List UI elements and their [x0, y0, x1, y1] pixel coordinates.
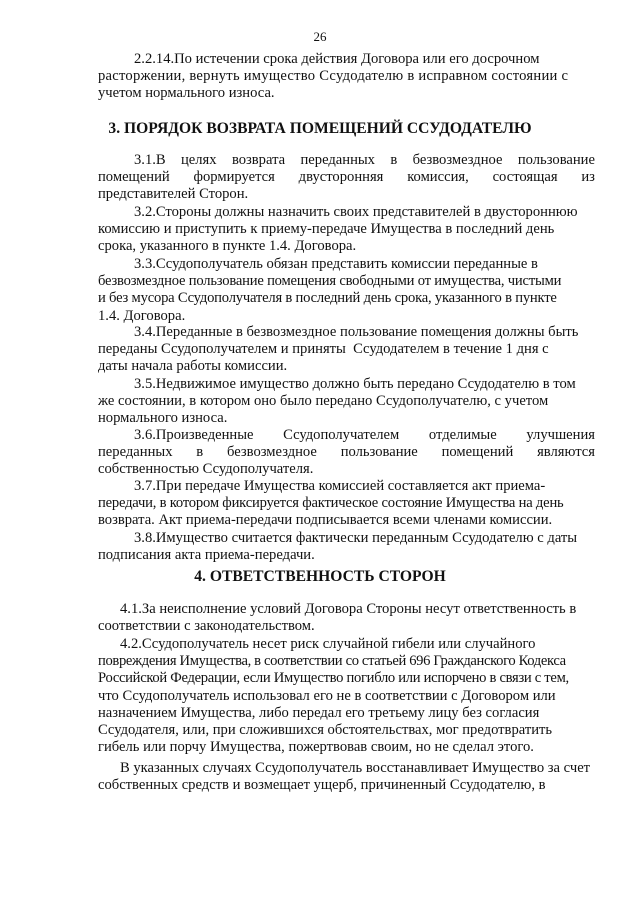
text-line: 3.6.Произведенные Ссудополучателем отделимые улучшения: [134, 427, 595, 443]
text-line: передачи, в котором фиксируется фактическое состояние Имущества на день: [98, 495, 564, 512]
paragraph-3-8: [98, 530, 595, 564]
text-line: 3.7.При передаче Имущества комиссией составляется акт приема-: [134, 478, 546, 494]
text-line: безвозмездное пользование помещения свободными от имущества, чистыми: [98, 273, 562, 290]
text-line: 3.8.Имущество считается фактически переданным Ссудодателю с даты: [134, 530, 578, 546]
text-line: 1.4. Договора.: [98, 307, 186, 324]
text-line: срока, указанного в пункте 1.4. Договора.: [98, 238, 357, 255]
paragraph-4-2: [98, 636, 595, 756]
text-line: подписания акта приема-передачи.: [98, 547, 315, 564]
text-line: переданных в безвозмездное пользование помещений являются: [98, 444, 595, 461]
text-line: нормального износа.: [98, 410, 228, 427]
text-line: собственностью Ссудополучателя.: [98, 461, 314, 478]
text-line: 2.2.14.По истечении срока действия Договора или его досрочном: [134, 51, 540, 67]
paragraph-3-6: [98, 427, 595, 479]
text-line: помещений формируется двусторонняя комиссия, состоящая из: [98, 169, 595, 186]
paragraph-2-2-14: [98, 51, 595, 103]
paragraph-3-4: [98, 324, 595, 376]
text-line: 4.2.Ссудополучатель несет риск случайной гибели или случайного: [120, 636, 536, 652]
paragraph-3-5: [98, 376, 595, 428]
text-line: переданы Ссудополучателем и приняты Ссудодателем в течение 1 дня с: [98, 341, 549, 358]
text-line: 3.2.Стороны должны назначить своих представителей в двустороннюю: [134, 204, 578, 220]
text-line: даты начала работы комиссии.: [98, 358, 288, 375]
paragraph-3-1: [98, 152, 595, 204]
text-line: назначением Имущества, либо передал его третьему лицу без согласия: [98, 704, 540, 721]
page-number: 26: [313, 29, 327, 44]
text-line: учетом нормального износа.: [98, 85, 275, 102]
section-heading-3: 3. ПОРЯДОК ВОЗВРАТА ПОМЕЩЕНИЙ ССУДОДАТЕЛЮ: [108, 120, 532, 137]
paragraph-remedy: [98, 760, 595, 794]
text-line: 3.4.Переданные в безвозмездное пользование помещения должны быть: [134, 324, 579, 340]
section-heading-4: 4. ОТВЕТСТВЕННОСТЬ СТОРОН: [194, 568, 446, 585]
text-line: представителей Сторон.: [98, 186, 249, 203]
text-line: что Ссудополучатель использовал его не в соответствии с Договором или: [98, 687, 556, 704]
text-line: гибель или порчу Имущества, пожертвовав своим, но не сделал этого.: [98, 739, 534, 756]
paragraph-3-7: [98, 478, 595, 530]
text-line: комиссию и приступить к приему-передаче Имущества в последний день: [98, 221, 555, 238]
text-line: и без мусора Ссудополучателя в последний день срока, указанного в пункте: [98, 290, 557, 307]
text-line: 3.1.В целях возврата переданных в безвозмездное пользование: [134, 152, 595, 168]
text-line: Российской Федерации, если Имущество погибло или испорчено в связи с тем,: [98, 670, 569, 687]
text-line: возврата. Акт приема-передачи подписывается всеми членами комиссии.: [98, 512, 553, 529]
text-line: расторжении, вернуть имущество Ссудодателю в исправном состоянии с: [98, 68, 569, 85]
text-line: В указанных случаях Ссудополучатель восстанавливает Имущество за счет: [120, 760, 591, 776]
paragraph-3-2: [98, 204, 595, 256]
paragraph-4-1: [98, 601, 595, 635]
text-line: Ссудодателя, или, при сложившихся обстоятельствах, мог предотвратить: [98, 721, 553, 738]
text-line: 3.5.Недвижимое имущество должно быть передано Ссудодателю в том: [134, 376, 576, 392]
text-line: повреждения Имущества, в соответствии со статьей 696 Гражданского Кодекса: [98, 653, 566, 670]
text-line: соответствии с законодательством.: [98, 618, 315, 635]
text-line: же состоянии, в котором оно было передано Ссудополучателю, с учетом: [98, 393, 549, 410]
text-line: 4.1.За неисполнение условий Договора Стороны несут ответственность в: [120, 601, 577, 617]
text-line: собственных средств и возмещает ущерб, причиненный Ссудодателю, в: [98, 777, 546, 794]
text-line: 3.3.Ссудополучатель обязан представить комиссии переданные в: [134, 256, 538, 272]
paragraph-3-3: [98, 256, 595, 325]
